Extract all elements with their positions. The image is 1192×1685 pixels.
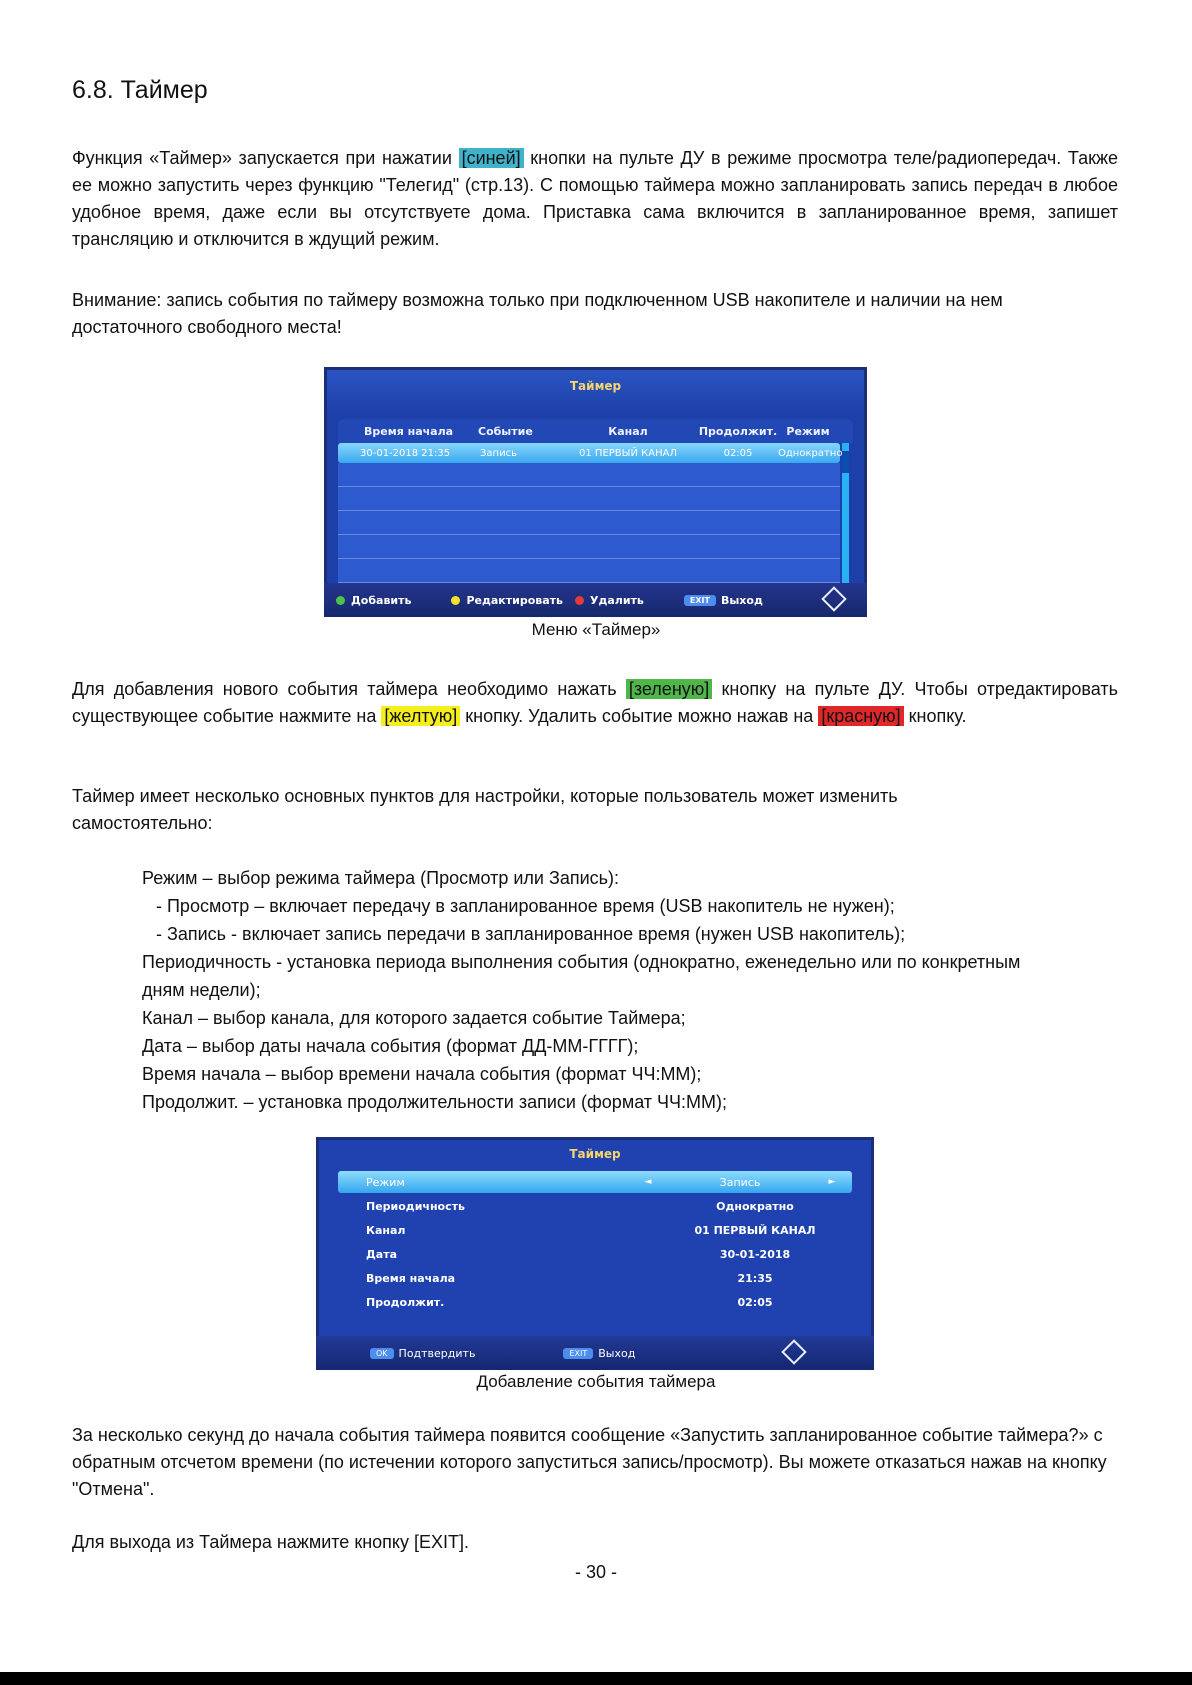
screen-footer bbox=[324, 583, 867, 617]
list-subitem: - Просмотр – включает передачу в запланированное время (USB накопитель не нужен); bbox=[156, 896, 895, 916]
exit-key-icon: EXIT bbox=[563, 1348, 593, 1359]
cell-start-time: 30-01-2018 21:35 bbox=[360, 447, 451, 459]
cell-event: Запись bbox=[480, 447, 517, 459]
col-start-time: Время начала bbox=[364, 424, 454, 438]
scrollbar-thumb bbox=[842, 451, 849, 473]
green-dot-icon bbox=[336, 596, 345, 605]
yellow-dot-icon bbox=[451, 596, 460, 605]
delete-hint: Удалить bbox=[575, 594, 644, 607]
list-subitem: - Запись - включает запись передачи в запланированное время (нужен USB накопитель); bbox=[156, 924, 906, 944]
blue-button-highlight: [синей] bbox=[459, 148, 524, 168]
col-channel: Канал bbox=[608, 424, 648, 438]
col-mode: Режим bbox=[786, 424, 830, 438]
setting-row-channel: Канал 01 ПЕРВЫЙ КАНАЛ bbox=[366, 1223, 816, 1237]
intro-text-1: Функция «Таймер» запускается при нажатии bbox=[72, 148, 459, 168]
list-item: Режим – выбор режима таймера (Просмотр или Запись): bbox=[72, 864, 1118, 892]
red-dot-icon bbox=[575, 596, 584, 605]
arrow-right-icon: ► bbox=[828, 1177, 836, 1187]
screen1-caption: Меню «Таймер» bbox=[531, 620, 661, 639]
screen-title: Таймер bbox=[569, 1147, 621, 1161]
timer-table-header bbox=[338, 419, 853, 443]
bullet-glyph bbox=[72, 1088, 142, 1116]
warning-paragraph: Внимание: запись события по таймеру возможна только при подключенном USB накопителе и наличии на нем достаточного свободного места! bbox=[72, 290, 1003, 337]
settings-list bbox=[72, 864, 1118, 1116]
red-button-highlight: [красную] bbox=[818, 706, 903, 726]
scrollbar bbox=[842, 443, 849, 583]
settings-intro: Таймер имеет несколько основных пунктов для настройки, которые пользователь может изменить самостоятельно: bbox=[72, 786, 898, 833]
setting-row-mode: Режим ◄ Запись ► bbox=[338, 1171, 852, 1193]
timer-table-row bbox=[338, 443, 843, 463]
intro-text-2: кнопки на пульте ДУ в режиме просмотра теле/радиопередач. Также ее можно запустить через функцию "Телегид" (стр.13). С помощью таймера можно запланировать запись передач в любое удобное время, даже если вы отсутствуете дома. Приставка сама включится в запланированное время, запишет трансляцию и отключится в ждущий режим. bbox=[72, 148, 1119, 249]
page-number: - 30 - bbox=[574, 1562, 617, 1582]
green-button-highlight: [зеленую] bbox=[626, 679, 712, 699]
col-duration: Продолжит. bbox=[698, 424, 778, 438]
countdown-paragraph: За несколько секунд до начала события таймера появится сообщение «Запустить запланированное событие таймера?» с обратным отсчетом времени (по истечении которого запуститься запись/просмотр). Вы можете отказаться нажав на кнопку "Отмена". bbox=[72, 1425, 1107, 1499]
empty-rows bbox=[338, 463, 840, 583]
confirm-hint: OK Подтвердить bbox=[370, 1347, 475, 1360]
cell-duration: 02:05 bbox=[723, 447, 753, 459]
intro-paragraph bbox=[72, 145, 1118, 253]
bottom-border bbox=[0, 1672, 1192, 1685]
screen2-caption: Добавление события таймера bbox=[476, 1372, 716, 1391]
add-hint: Добавить bbox=[336, 594, 411, 607]
timer-list-screenshot bbox=[324, 367, 867, 617]
setting-row-period: Периодичность Однократно bbox=[366, 1199, 794, 1213]
setting-row-date: Дата 30-01-2018 bbox=[366, 1247, 791, 1261]
bullet-glyph bbox=[72, 948, 142, 1004]
list-item: Дата – выбор даты начала события (формат ДД-ММ-ГГГГ); bbox=[72, 1032, 1118, 1060]
exit-key-icon: EXIT bbox=[684, 595, 716, 606]
navigation-icon bbox=[785, 1343, 803, 1364]
col-event: Событие bbox=[478, 424, 533, 438]
edit-hint: Редактировать bbox=[451, 594, 563, 607]
exit-hint: EXIT Выход bbox=[684, 594, 763, 607]
arrow-left-icon: ◄ bbox=[644, 1177, 652, 1187]
navigation-icon bbox=[825, 590, 843, 611]
add-timer-screenshot bbox=[316, 1137, 874, 1370]
exit-note: Для выхода из Таймера нажмите кнопку [EXIT]. bbox=[72, 1532, 469, 1552]
setting-row-start-time: Время начала 21:35 bbox=[366, 1271, 773, 1285]
cell-channel: 01 ПЕРВЫЙ КАНАЛ bbox=[579, 447, 677, 459]
setting-row-duration: Продолжит. 02:05 bbox=[366, 1295, 773, 1309]
list-item: Продолжит. – установка продолжительности записи (формат ЧЧ:ММ); bbox=[72, 1088, 1118, 1116]
cell-mode: Однократно bbox=[778, 447, 843, 459]
bullet-glyph bbox=[72, 864, 142, 892]
screen-footer bbox=[316, 1336, 874, 1370]
list-item: Время начала – выбор времени начала события (формат ЧЧ:ММ); bbox=[72, 1060, 1118, 1088]
list-item: Канал – выбор канала, для которого задается событие Таймера; bbox=[72, 1004, 1118, 1032]
screen-title: Таймер bbox=[569, 379, 622, 393]
add-event-paragraph: Для добавления нового события таймера необходимо нажать [зеленую] кнопку на пульте ДУ. Чтобы отредактировать существующее событие нажмите на [желтую] кнопку. Удалить событие можно нажав на [красную] кнопку. bbox=[72, 679, 1119, 726]
yellow-button-highlight: [желтую] bbox=[381, 706, 460, 726]
section-heading: 6.8. Таймер bbox=[72, 76, 208, 104]
bullet-glyph bbox=[72, 1032, 142, 1060]
exit-hint: EXIT Выход bbox=[563, 1347, 635, 1360]
bullet-glyph bbox=[72, 1004, 142, 1032]
list-item: Периодичность - установка периода выполнения события (однократно, еженедельно или по конкретным дням недели); bbox=[72, 948, 1118, 1004]
ok-key-icon: OK bbox=[370, 1348, 394, 1359]
bullet-glyph bbox=[72, 1060, 142, 1088]
